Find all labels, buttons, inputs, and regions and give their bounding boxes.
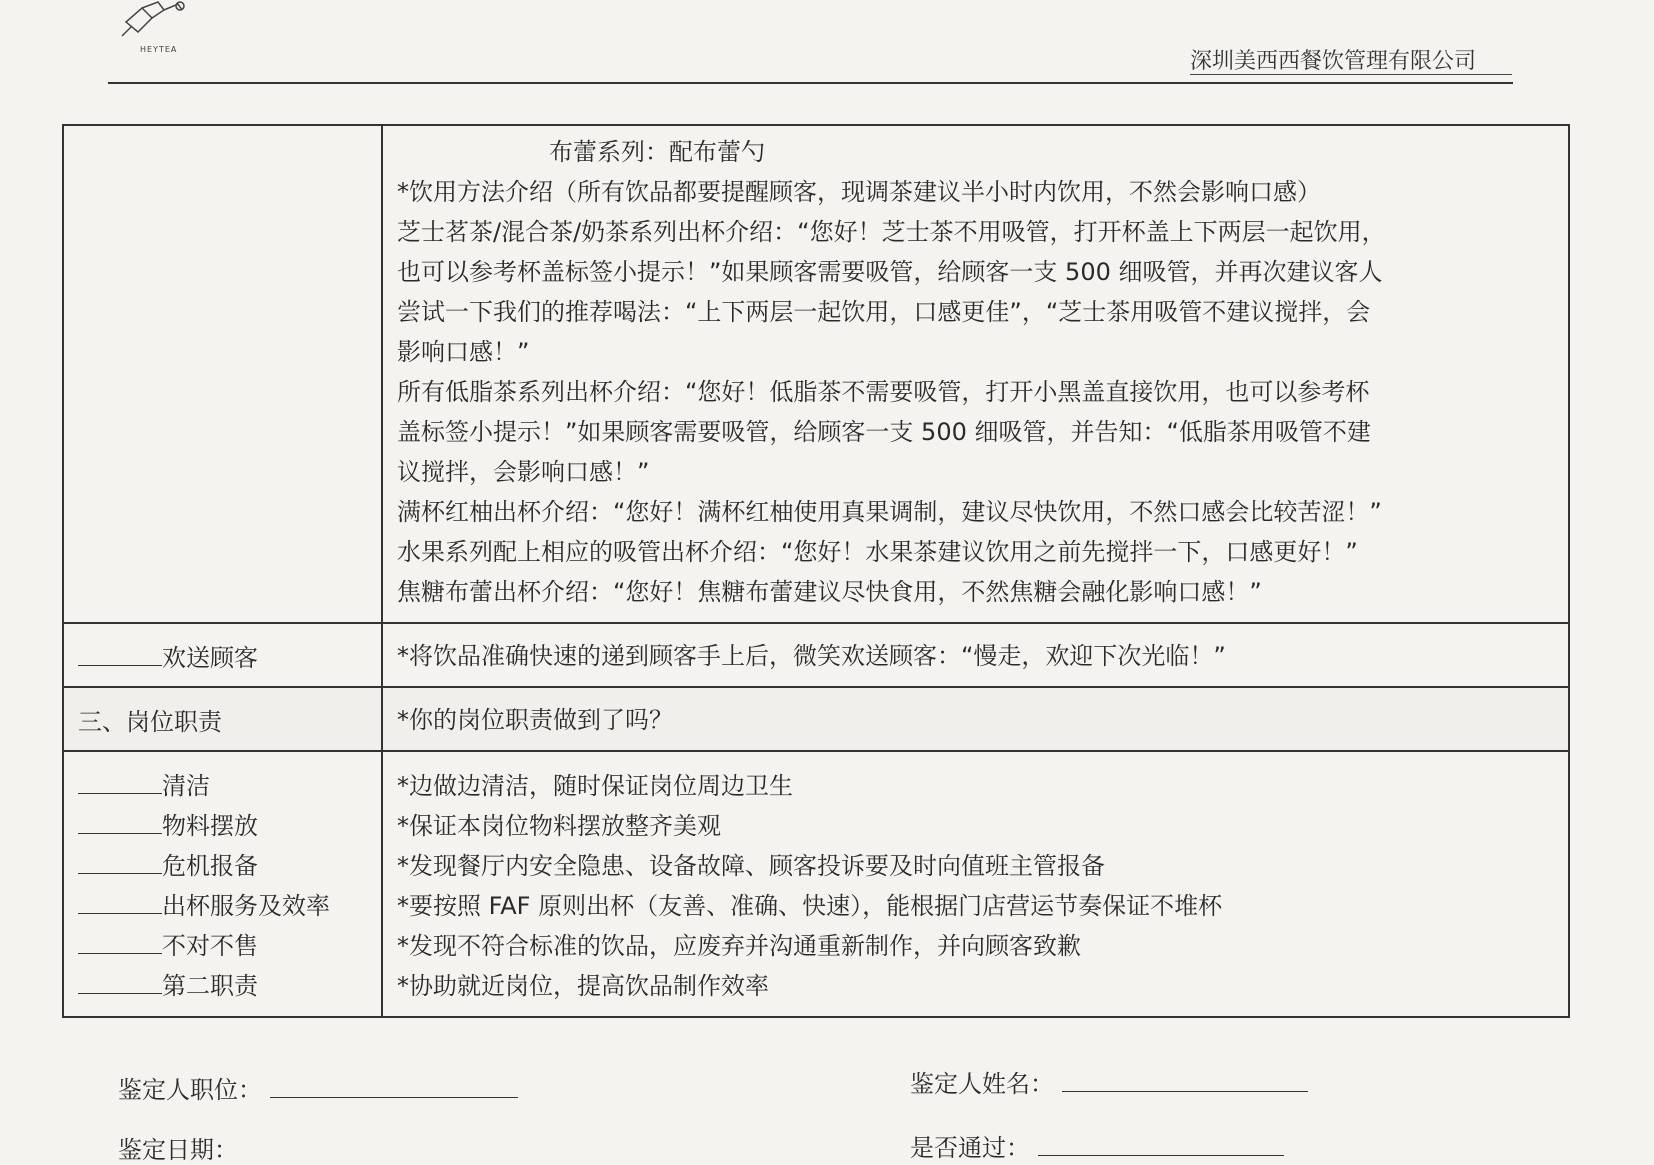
duty-label: 出杯服务及效率 bbox=[162, 892, 330, 920]
assessor-name-label: 鉴定人姓名： bbox=[910, 1070, 1054, 1098]
section3-title: 三、岗位职责 bbox=[78, 708, 222, 736]
duty-label-item bbox=[78, 766, 381, 806]
assessor-position-line bbox=[270, 1073, 518, 1098]
top-row-label-cell bbox=[63, 125, 382, 623]
top-row-content-cell bbox=[382, 125, 1569, 623]
content-line: *饮用方法介绍（所有饮品都要提醒顾客，现调茶建议半小时内饮用，不然会影响口感） bbox=[397, 178, 1321, 206]
welcome-label-cell bbox=[63, 623, 382, 687]
welcome-text: *将饮品准确快速的递到顾客手上后，微笑欢送顾客：“慢走，欢迎下次光临！” bbox=[397, 642, 1226, 670]
content-line: 焦糖布蕾出杯介绍：“您好！焦糖布蕾建议尽快食用，不然焦糖会融化影响口感！” bbox=[397, 578, 1262, 606]
section3-content-cell bbox=[382, 687, 1569, 751]
check-blank bbox=[78, 929, 162, 954]
duty-text: *要按照 FAF 原则出杯（友善、准确、快速），能根据门店营运节奏保证不堆杯 bbox=[397, 892, 1223, 920]
top-row-content bbox=[383, 126, 1568, 622]
logo-text: HEYTEA bbox=[140, 45, 178, 54]
check-blank bbox=[78, 889, 162, 914]
duty-label-item bbox=[78, 806, 381, 846]
welcome-content-cell bbox=[382, 623, 1569, 687]
procedure-table bbox=[62, 124, 1570, 1018]
section3-row bbox=[63, 687, 1569, 751]
content-line: 布蕾系列：配布蕾勺 bbox=[549, 138, 765, 166]
header-divider bbox=[108, 82, 1513, 84]
content-line: 满杯红柚出杯介绍：“您好！满杯红柚使用真果调制，建议尽快饮用，不然口感会比较苦涩！” bbox=[397, 498, 1382, 526]
content-line: 芝士茗茶/混合茶/奶茶系列出杯介绍：“您好！芝士茶不用吸管，打开杯盖上下两层一起饮用， bbox=[397, 218, 1386, 246]
check-blank bbox=[78, 769, 162, 794]
passed-label: 是否通过： bbox=[910, 1134, 1030, 1162]
duty-text: *发现不符合标准的饮品，应废弃并沟通重新制作，并向顾客致歉 bbox=[397, 932, 1081, 960]
content-line: 也可以参考杯盖标签小提示！”如果顾客需要吸管，给顾客一支 500 细吸管，并再次建议客人 bbox=[397, 258, 1383, 286]
duty-label-item bbox=[78, 846, 381, 886]
duty-label: 物料摆放 bbox=[162, 812, 258, 840]
duty-label: 不对不售 bbox=[162, 932, 258, 960]
company-underline bbox=[1190, 74, 1512, 75]
content-line: 影响口感！” bbox=[397, 338, 530, 366]
duties-label-cell bbox=[63, 751, 382, 1017]
duty-label: 清洁 bbox=[162, 772, 210, 800]
assessor-name-line bbox=[1062, 1067, 1308, 1092]
check-blank bbox=[78, 849, 162, 874]
content-line: 议搅拌，会影响口感！” bbox=[397, 458, 650, 486]
duty-text: *边做边清洁，随时保证岗位周边卫生 bbox=[397, 772, 793, 800]
check-blank bbox=[78, 809, 162, 834]
duty-label-item bbox=[78, 886, 381, 926]
duty-label: 第二职责 bbox=[162, 972, 258, 1000]
duty-label-item bbox=[78, 926, 381, 966]
assessor-position-label: 鉴定人职位： bbox=[118, 1076, 262, 1104]
welcome-label: 欢送顾客 bbox=[162, 644, 258, 672]
assessment-date-label: 鉴定日期： bbox=[118, 1136, 238, 1164]
duties-row bbox=[63, 751, 1569, 1017]
content-line: 尝试一下我们的推荐喝法：“上下两层一起饮用，口感更佳”，“芝士茶用吸管不建议搅拌，会 bbox=[397, 298, 1371, 326]
duty-text: *协助就近岗位，提高饮品制作效率 bbox=[397, 972, 769, 1000]
check-blank bbox=[78, 969, 162, 994]
welcome-row bbox=[63, 623, 1569, 687]
duty-text: *发现餐厅内安全隐患、设备故障、顾客投诉要及时向值班主管报备 bbox=[397, 852, 1105, 880]
assessor-position-field bbox=[118, 1070, 518, 1105]
passed-line bbox=[1038, 1131, 1284, 1156]
assessor-name-field bbox=[910, 1064, 1308, 1099]
duties-content-cell bbox=[382, 751, 1569, 1017]
duty-label-item bbox=[78, 966, 381, 1006]
duty-text: *保证本岗位物料摆放整齐美观 bbox=[397, 812, 721, 840]
assessment-date-field bbox=[118, 1130, 238, 1165]
section3-text: *你的岗位职责做到了吗？ bbox=[397, 706, 673, 734]
content-line: 所有低脂茶系列出杯介绍：“您好！低脂茶不需要吸管，打开小黑盖直接饮用，也可以参考杯 bbox=[397, 378, 1370, 406]
top-row bbox=[63, 125, 1569, 623]
check-blank bbox=[78, 641, 162, 666]
duty-label: 危机报备 bbox=[162, 852, 258, 880]
content-line: 水果系列配上相应的吸管出杯介绍：“您好！水果茶建议饮用之前先搅拌一下，口感更好！” bbox=[397, 538, 1358, 566]
company-name: 深圳美西西餐饮管理有限公司 bbox=[1190, 49, 1477, 74]
heytea-logo bbox=[112, 0, 202, 80]
content-line: 盖标签小提示！”如果顾客需要吸管，给顾客一支 500 细吸管，并告知：“低脂茶用吸管不建 bbox=[397, 418, 1371, 446]
section3-label-cell bbox=[63, 687, 382, 751]
